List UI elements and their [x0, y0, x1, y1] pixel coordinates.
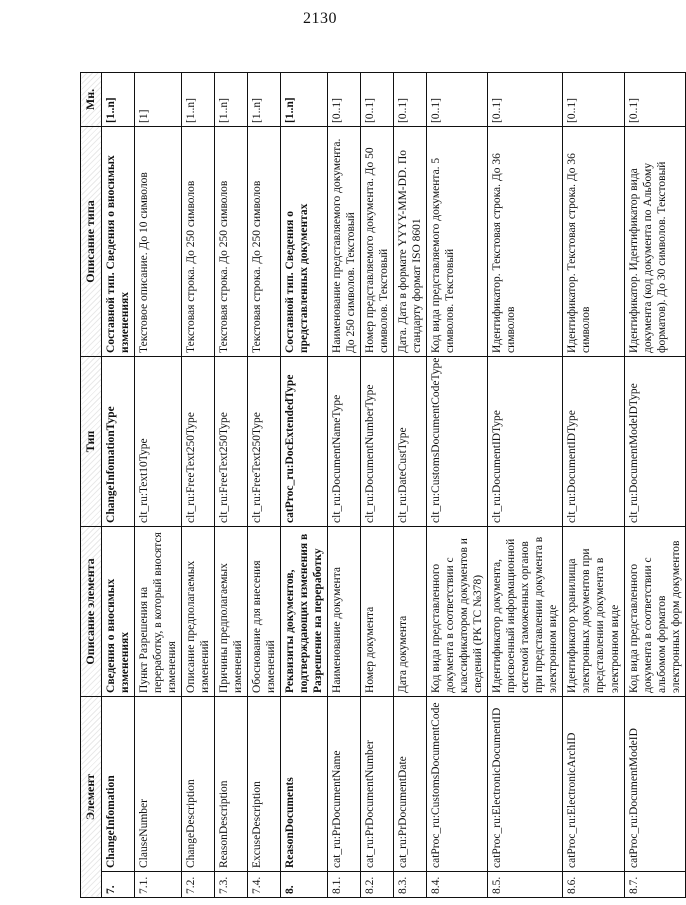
element-description: Номер документа	[361, 526, 394, 696]
multiplicity: [0..1]	[328, 72, 361, 126]
table-row	[102, 72, 135, 897]
type-name: clt_ru:CustomsDocumentCodeType	[427, 356, 488, 526]
table-row	[427, 72, 488, 897]
table-row	[182, 72, 215, 897]
header-multiplicity: Мн.	[81, 72, 102, 126]
multiplicity: [1..n]	[182, 72, 215, 126]
element-name: ReasonDocuments	[281, 696, 328, 871]
table-container	[80, 73, 682, 898]
element-description: Идентификатор хранилища электронных документов при представлении документа в электронном виде	[563, 526, 624, 696]
table-row	[135, 72, 182, 897]
element-name: ChangeInfomation	[102, 696, 135, 871]
element-name: cat_ru:PrDocumentNumber	[361, 696, 394, 871]
row-number: 8.1.	[328, 872, 361, 898]
table-row	[215, 72, 248, 897]
multiplicity: [1..n]	[102, 72, 135, 126]
element-name: ReasonDescription	[215, 696, 248, 871]
header-element: Элемент	[81, 696, 102, 897]
element-name: catProc_ru:ElectronicArchID	[563, 696, 624, 871]
element-description: Реквизиты документов, подтверждающих изменения в Разрешение на переработку	[281, 526, 328, 696]
type-name: clt_ru:DocumentNumberType	[361, 356, 394, 526]
type-name: clt_ru:Text10Type	[135, 356, 182, 526]
row-number: 8.	[281, 872, 328, 898]
multiplicity: [1..n]	[215, 72, 248, 126]
type-description: Наименование представляемого документа. До 250 символов. Текстовый	[328, 126, 361, 356]
table-row	[394, 72, 427, 897]
type-name: clt_ru:DocumentIDType	[563, 356, 624, 526]
row-number: 7.2.	[182, 872, 215, 898]
type-name: clt_ru:FreeText250Type	[182, 356, 215, 526]
page-number: 2130	[303, 10, 337, 27]
table-row	[563, 72, 624, 897]
type-description: Текстовая строка. До 250 символов	[248, 126, 281, 356]
table-row	[624, 72, 685, 897]
table-row	[361, 72, 394, 897]
element-description: Идентификатор документа, присвоенный информационной системой таможенных органов при представлении документа в электронном виде	[488, 526, 563, 696]
row-number: 8.7.	[624, 872, 685, 898]
element-name: catProc_ru:DocumentModeID	[624, 696, 685, 871]
type-name: clt_ru:DateCustType	[394, 356, 427, 526]
type-description: Составной тип. Сведения о вносимых изменениях	[102, 126, 135, 356]
row-number: 8.2.	[361, 872, 394, 898]
element-name: cat_ru:PrDocumentDate	[394, 696, 427, 871]
type-name: clt_ru:DocumentNameType	[328, 356, 361, 526]
element-name: cat_ru:PrDocumentName	[328, 696, 361, 871]
type-description: Текстовая строка. До 250 символов	[215, 126, 248, 356]
element-name: ExcuseDescription	[248, 696, 281, 871]
table-row	[248, 72, 281, 897]
type-name: clt_ru:DocumentIDType	[488, 356, 563, 526]
element-name: catProc_ru:ElectronicDocumentID	[488, 696, 563, 871]
multiplicity: [1..n]	[248, 72, 281, 126]
element-name: catProc_ru:CustomsDocumentCode	[427, 696, 488, 871]
specification-table	[80, 72, 686, 898]
type-description: Идентификатор. Идентификатор вида документа (код документа по Альбому форматов). До 30 символов. Текстовый	[624, 126, 685, 356]
row-number: 7.3.	[215, 872, 248, 898]
rotated-table-frame	[80, 73, 682, 898]
element-description: Сведения о вносимых изменениях	[102, 526, 135, 696]
multiplicity: [0..1]	[361, 72, 394, 126]
type-name: clt_ru:FreeText250Type	[248, 356, 281, 526]
row-number: 7.4.	[248, 872, 281, 898]
type-description: Идентификатор. Текстовая строка. До 36 символов	[488, 126, 563, 356]
element-description: Наименование документа	[328, 526, 361, 696]
row-number: 7.1.	[135, 872, 182, 898]
table-row	[328, 72, 361, 897]
element-description: Описание предполагаемых изменений	[182, 526, 215, 696]
row-number: 7.	[102, 872, 135, 898]
type-description: Дата. Дата в формате YYYY-MM-DD. По стандарту формат ISO 8601	[394, 126, 427, 356]
type-name: clt_ru:FreeText250Type	[215, 356, 248, 526]
type-name: ChangeInfomationType	[102, 356, 135, 526]
multiplicity: [0..1]	[427, 72, 488, 126]
table-header-row	[81, 72, 102, 897]
type-description: Текстовая строка. До 250 символов	[182, 126, 215, 356]
header-element-description: Описание элемента	[81, 526, 102, 696]
table-row	[281, 72, 328, 897]
type-name: catProc_ru:DocExtendedType	[281, 356, 328, 526]
row-number: 8.5.	[488, 872, 563, 898]
type-description: Код вида представляемого документа. 5 символов. Текстовый	[427, 126, 488, 356]
element-description: Обоснование для внесения изменений	[248, 526, 281, 696]
element-description: Пункт Разрешения на переработку, в который вносятся изменения	[135, 526, 182, 696]
type-description: Номер представляемого документа. До 50 символов. Текстовый	[361, 126, 394, 356]
element-name: ChangeDescription	[182, 696, 215, 871]
multiplicity: [1..n]	[281, 72, 328, 126]
multiplicity: [0..1]	[624, 72, 685, 126]
element-description: Причины предполагаемых изменений	[215, 526, 248, 696]
multiplicity: [0..1]	[563, 72, 624, 126]
multiplicity: [0..1]	[488, 72, 563, 126]
element-description: Код вида представленного документа в соответствии с классификатором документов и сведений (РК ТС №378)	[427, 526, 488, 696]
type-description: Текстовое описание. До 10 символов	[135, 126, 182, 356]
element-name: ClauseNumber	[135, 696, 182, 871]
table-row	[488, 72, 563, 897]
header-type: Тип	[81, 356, 102, 526]
element-description: Дата документа	[394, 526, 427, 696]
type-description: Идентификатор. Текстовая строка. До 36 символов	[563, 126, 624, 356]
row-number: 8.6.	[563, 872, 624, 898]
multiplicity: [1]	[135, 72, 182, 126]
row-number: 8.3.	[394, 872, 427, 898]
row-number: 8.4.	[427, 872, 488, 898]
multiplicity: [0..1]	[394, 72, 427, 126]
type-description: Составной тип. Сведения о представленных документах	[281, 126, 328, 356]
table-body	[102, 72, 686, 897]
element-description: Код вида представленного документа в соответствии с альбомом форматов электронных форм документов	[624, 526, 685, 696]
type-name: clt_ru:DocumentModeIDType	[624, 356, 685, 526]
header-type-description: Описание типа	[81, 126, 102, 356]
